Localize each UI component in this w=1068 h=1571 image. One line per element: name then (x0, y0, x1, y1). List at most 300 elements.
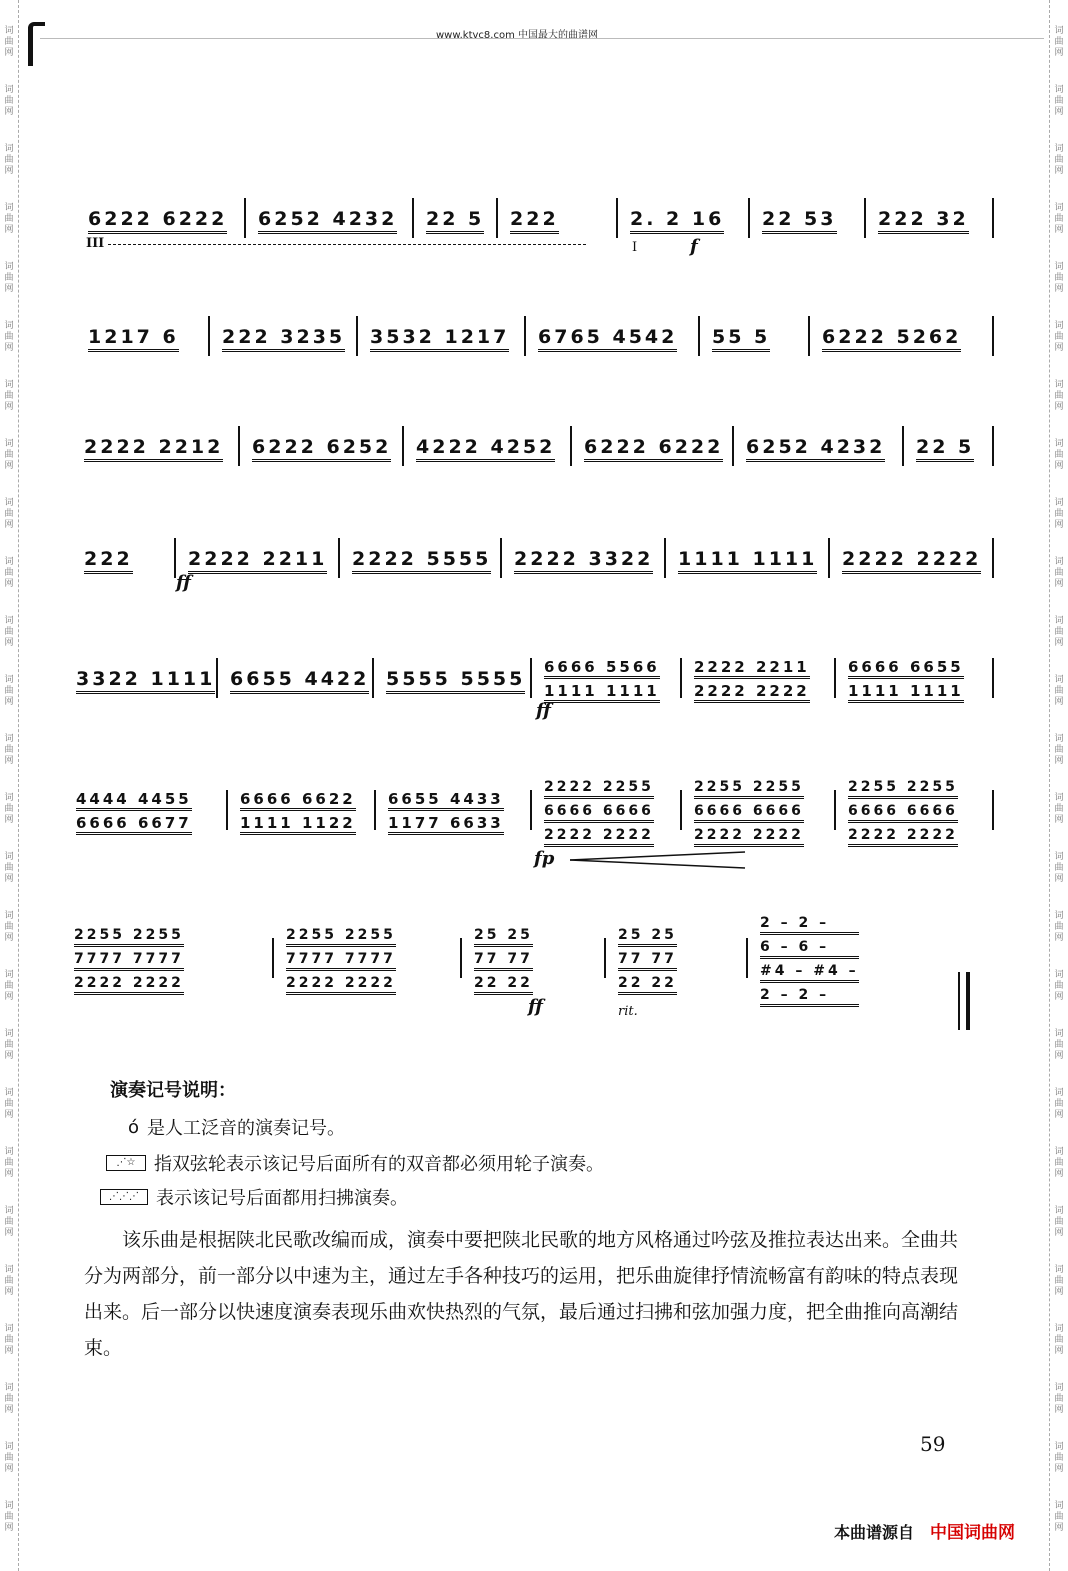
watermark-char: 曲 (1054, 1453, 1064, 1463)
watermark-group (4, 380, 13, 413)
watermark-char: 网 (1054, 48, 1064, 58)
watermark-char: 网 (1054, 638, 1064, 648)
watermark-group (4, 1265, 13, 1298)
note-stack (252, 433, 391, 463)
note-group: 2222 2212 (84, 433, 223, 463)
watermark-char: 网 (1054, 1346, 1064, 1356)
barline (524, 316, 526, 356)
watermark-group (4, 734, 13, 767)
watermark-char: 网 (4, 697, 14, 707)
barline (530, 658, 532, 698)
watermark-char: 词 (4, 144, 14, 154)
note-group: 1177 6633 (388, 812, 504, 836)
note-stack (514, 545, 653, 575)
score-row (70, 772, 1000, 842)
note-stack (760, 912, 859, 1008)
note-group: 2. 2 16 (630, 205, 724, 235)
measure (88, 200, 227, 240)
watermark-group (1054, 852, 1063, 885)
barline (604, 938, 606, 978)
watermark-char: 曲 (4, 450, 14, 460)
note-group: 25 25 (618, 924, 677, 948)
note-stack (746, 433, 885, 463)
note-stack (76, 788, 192, 836)
measure (84, 428, 223, 468)
barline (496, 198, 498, 238)
watermark-char: 曲 (4, 332, 14, 342)
watermark-char: 曲 (1054, 1040, 1064, 1050)
measure (230, 660, 369, 700)
watermark-char: 曲 (4, 1099, 14, 1109)
fortissimo-mark-3: ff (528, 996, 543, 1017)
string-iii-dash-line (108, 244, 586, 245)
note-group: 2222 5555 (352, 545, 491, 575)
measure (474, 927, 533, 991)
watermark-char: 词 (4, 911, 14, 921)
watermark-char: 词 (1054, 262, 1064, 272)
measure (746, 428, 885, 468)
watermark-group (1054, 911, 1063, 944)
barline (680, 790, 682, 830)
barline (992, 790, 994, 830)
measure (760, 915, 859, 1003)
barline (834, 790, 836, 830)
barline (992, 538, 994, 578)
watermark-char: 网 (1054, 697, 1064, 707)
note-group: 2255 2255 (848, 776, 958, 800)
watermark-char: 词 (4, 26, 14, 36)
watermark-group (4, 1147, 13, 1180)
watermark-char: 网 (4, 1346, 14, 1356)
watermark-char: 曲 (4, 273, 14, 283)
barline (372, 658, 374, 698)
watermark-group (4, 498, 13, 531)
barline (992, 658, 994, 698)
measure (842, 540, 981, 580)
barline (570, 426, 572, 466)
measure (286, 927, 396, 991)
barline (216, 658, 218, 698)
measure (188, 540, 327, 580)
measure (84, 540, 133, 580)
watermark-char: 曲 (1054, 1276, 1064, 1286)
watermark-char: 词 (4, 1206, 14, 1216)
note-stack (370, 323, 509, 353)
watermark-char: 词 (4, 970, 14, 980)
note-group: 6222 6252 (252, 433, 391, 463)
watermark-group (4, 262, 13, 295)
watermark-group (4, 911, 13, 944)
note-group: 77 77 (618, 948, 677, 972)
measure (352, 540, 491, 580)
note-stack (222, 323, 345, 353)
watermark-char: 词 (1054, 1383, 1064, 1393)
note-group: 6252 4232 (746, 433, 885, 463)
page-corner-mark (28, 22, 45, 66)
double-string-text: 指双弦轮表示该记号后面所有的双音都必须用轮子演奏。 (154, 1154, 604, 1175)
note-stack (848, 776, 958, 848)
watermark-char: 网 (1054, 1287, 1064, 1297)
watermark-char: 网 (1054, 107, 1064, 117)
watermark-char: 网 (1054, 402, 1064, 412)
description-paragraph: 该乐曲是根据陕北民歌改编而成，演奏中要把陕北民歌的地方风格通过吟弦及推拉表达出来。全曲共分为两部分，前一部分以中速为主，通过左手各种技巧的运用，把乐曲旋律抒情流畅富有韵味的特点表现出来。后一部分以快速度演奏表现乐曲欢快热烈的气氛，最后通过扫拂和弦加强力度，把全曲推向高潮结束。 (84, 1229, 959, 1359)
watermark-group (1054, 1206, 1063, 1239)
watermark-char: 词 (1054, 793, 1064, 803)
measure (916, 428, 974, 468)
note-group: 2222 2211 (694, 656, 810, 680)
sweep-text: 表示该记号后面都用扫拂演奏。 (156, 1188, 408, 1209)
measure (630, 200, 724, 240)
note-stack (678, 545, 817, 575)
watermark-char: 网 (1054, 1228, 1064, 1238)
watermark-char: 词 (4, 1265, 14, 1275)
watermark-char: 词 (4, 498, 14, 508)
watermark-char: 曲 (4, 391, 14, 401)
watermark-char: 网 (4, 756, 14, 766)
watermark-char: 词 (1054, 557, 1064, 567)
measure (544, 779, 654, 843)
decrescendo-hairpin (570, 850, 750, 870)
watermark-char: 曲 (1054, 981, 1064, 991)
score-row (70, 298, 1000, 368)
watermark-group (1054, 970, 1063, 1003)
watermark-char: 词 (4, 1501, 14, 1511)
note-stack (618, 924, 677, 996)
watermark-char: 曲 (1054, 214, 1064, 224)
watermark-char: 曲 (1054, 332, 1064, 342)
watermark-char: 曲 (4, 1394, 14, 1404)
barline (746, 938, 748, 978)
final-barline (966, 972, 970, 1030)
note-stack (230, 665, 369, 695)
watermark-group (4, 321, 13, 354)
measure (426, 200, 484, 240)
legend-double-string (106, 1150, 604, 1176)
watermark-char: 网 (1054, 1464, 1064, 1474)
watermark-char: 网 (1054, 225, 1064, 235)
watermark-group (4, 144, 13, 177)
note-stack (76, 665, 215, 695)
watermark-char: 曲 (4, 1453, 14, 1463)
watermark-char: 词 (4, 852, 14, 862)
watermark-char: 词 (1054, 911, 1064, 921)
string-iii-mark: III (86, 236, 105, 251)
watermark-char: 网 (4, 638, 14, 648)
note-group: #4 – #4 – (760, 960, 859, 984)
watermark-group (1054, 1147, 1063, 1180)
watermark-char: 网 (4, 1051, 14, 1061)
watermark-char: 曲 (1054, 96, 1064, 106)
score-row (70, 520, 1000, 590)
right-watermark-strip (1049, 0, 1068, 1571)
note-stack (88, 205, 227, 235)
note-stack (584, 433, 723, 463)
watermark-char: 网 (1054, 343, 1064, 353)
watermark-char: 网 (1054, 1110, 1064, 1120)
watermark-char: 曲 (1054, 391, 1064, 401)
note-group: 77 77 (474, 948, 533, 972)
note-group: 1111 1111 (544, 680, 660, 704)
note-group: 22 22 (618, 972, 677, 996)
watermark-char: 词 (1054, 1147, 1064, 1157)
watermark-char: 曲 (1054, 37, 1064, 47)
watermark-char: 词 (1054, 203, 1064, 213)
measure (240, 792, 356, 832)
watermark-char: 词 (1054, 1442, 1064, 1452)
note-group: 1111 1111 (848, 680, 964, 704)
watermark-group (4, 1029, 13, 1062)
measure (76, 660, 215, 700)
note-group: 6666 6666 (544, 800, 654, 824)
note-group: 55 5 (712, 323, 770, 353)
watermark-group (1054, 616, 1063, 649)
watermark-char: 曲 (1054, 1394, 1064, 1404)
note-stack (822, 323, 961, 353)
note-group: 6765 4542 (538, 323, 677, 353)
watermark-group (4, 557, 13, 590)
barline (748, 198, 750, 238)
watermark-char: 网 (4, 933, 14, 943)
note-stack (848, 656, 964, 704)
barline (338, 538, 340, 578)
note-stack (544, 656, 660, 704)
note-stack (510, 205, 559, 235)
top-border-line (40, 38, 1044, 39)
score-row (70, 408, 1000, 478)
watermark-group (4, 852, 13, 885)
note-group: 1111 1122 (240, 812, 356, 836)
barline (530, 790, 532, 830)
measure (762, 200, 837, 240)
barline (616, 198, 618, 238)
watermark-group (1054, 557, 1063, 590)
watermark-char: 词 (4, 734, 14, 744)
watermark-char: 词 (1054, 970, 1064, 980)
watermark-char: 曲 (4, 509, 14, 519)
measure (370, 318, 509, 358)
watermark-char: 曲 (4, 1335, 14, 1345)
note-stack (538, 323, 677, 353)
measure (544, 660, 660, 700)
watermark-char: 词 (4, 85, 14, 95)
measure (694, 779, 804, 843)
watermark-char: 网 (1054, 520, 1064, 530)
watermark-char: 曲 (1054, 1512, 1064, 1522)
watermark-char: 曲 (4, 37, 14, 47)
barline (244, 198, 246, 238)
watermark-char: 曲 (1054, 863, 1064, 873)
note-stack (426, 205, 484, 235)
note-group: 2222 2222 (848, 824, 958, 848)
barline (834, 658, 836, 698)
watermark-char: 词 (1054, 616, 1064, 626)
watermark-char: 网 (1054, 933, 1064, 943)
watermark-char: 网 (4, 48, 14, 58)
left-watermark-strip (0, 0, 19, 1571)
watermark-char: 词 (4, 675, 14, 685)
watermark-char: 词 (1054, 1501, 1064, 1511)
source-brand[interactable]: 中国词曲网 (930, 1523, 1016, 1543)
watermark-group (4, 616, 13, 649)
watermark-group (1054, 85, 1063, 118)
watermark-char: 网 (4, 815, 14, 825)
barline (402, 426, 404, 466)
note-group: 7777 7777 (74, 948, 184, 972)
note-group: 5555 5555 (386, 665, 525, 695)
barline (374, 790, 376, 830)
watermark-char: 网 (4, 579, 14, 589)
note-group: 3532 1217 (370, 323, 509, 353)
watermark-group (1054, 498, 1063, 531)
watermark-char: 网 (1054, 756, 1064, 766)
note-group: 222 3235 (222, 323, 345, 353)
note-group: 2 – 2 – (760, 984, 859, 1008)
barline (992, 198, 994, 238)
watermark-char: 网 (4, 1523, 14, 1533)
watermark-char: 词 (1054, 675, 1064, 685)
note-stack (916, 433, 974, 463)
watermark-group (1054, 144, 1063, 177)
ritardando-mark: rit. (618, 1004, 638, 1019)
barline (412, 198, 414, 238)
legend-title: 演奏记号说明： (110, 1080, 236, 1101)
score-row (70, 180, 1000, 250)
watermark-group (1054, 1088, 1063, 1121)
watermark-group (1054, 26, 1063, 59)
watermark-char: 词 (1054, 1088, 1064, 1098)
watermark-char: 词 (1054, 734, 1064, 744)
watermark-char: 网 (4, 1405, 14, 1415)
watermark-group (1054, 1265, 1063, 1298)
barline (732, 426, 734, 466)
watermark-char: 词 (1054, 380, 1064, 390)
watermark-char: 词 (4, 321, 14, 331)
watermark-char: 曲 (4, 922, 14, 932)
measure (618, 927, 677, 991)
watermark-char: 曲 (1054, 509, 1064, 519)
watermark-char: 网 (4, 1228, 14, 1238)
watermark-char: 词 (4, 1147, 14, 1157)
watermark-char: 曲 (4, 214, 14, 224)
measure (848, 660, 964, 700)
note-stack (352, 545, 491, 575)
note-group: 6222 6222 (584, 433, 723, 463)
note-group: 6666 6677 (76, 812, 192, 836)
watermark-char: 曲 (4, 1217, 14, 1227)
fortissimo-mark-1: ff (176, 572, 191, 593)
watermark-char: 曲 (4, 1512, 14, 1522)
watermark-group (4, 1442, 13, 1475)
note-stack (286, 924, 396, 996)
note-stack (240, 788, 356, 836)
watermark-char: 词 (4, 1324, 14, 1334)
watermark-char: 曲 (4, 981, 14, 991)
legend-sweep (100, 1184, 408, 1210)
note-stack (762, 205, 837, 235)
watermark-char: 词 (4, 557, 14, 567)
watermark-char: 词 (4, 380, 14, 390)
barline (680, 658, 682, 698)
note-group: 2222 2222 (694, 824, 804, 848)
note-group: 1111 1111 (678, 545, 817, 575)
note-group: 6666 5566 (544, 656, 660, 680)
barline (828, 538, 830, 578)
legend-harmonic (128, 1114, 345, 1140)
watermark-char: 曲 (1054, 450, 1064, 460)
note-group: 222 (84, 545, 133, 575)
note-group: 6666 6666 (694, 800, 804, 824)
watermark-group (4, 675, 13, 708)
watermark-char: 网 (4, 107, 14, 117)
watermark-group (4, 1501, 13, 1534)
watermark-char: 网 (4, 992, 14, 1002)
watermark-char: 网 (4, 1287, 14, 1297)
watermark-group (4, 1088, 13, 1121)
note-group: 6666 6666 (848, 800, 958, 824)
watermark-char: 网 (4, 461, 14, 471)
watermark-group (1054, 321, 1063, 354)
watermark-char: 词 (4, 1029, 14, 1039)
watermark-char: 曲 (1054, 568, 1064, 578)
watermark-group (1054, 793, 1063, 826)
note-stack (74, 924, 184, 996)
watermark-char: 词 (4, 793, 14, 803)
barline (698, 316, 700, 356)
barline (272, 938, 274, 978)
watermark-char: 词 (1054, 144, 1064, 154)
watermark-char: 词 (4, 262, 14, 272)
note-stack (84, 433, 223, 463)
watermark-char: 曲 (4, 96, 14, 106)
watermark-char: 网 (1054, 1405, 1064, 1415)
watermark-char: 曲 (1054, 155, 1064, 165)
watermark-char: 网 (4, 1464, 14, 1474)
score-row (70, 915, 1000, 1003)
measure (76, 792, 192, 832)
watermark-group (4, 439, 13, 472)
watermark-group (1054, 439, 1063, 472)
watermark-char: 网 (1054, 1051, 1064, 1061)
watermark-group (4, 85, 13, 118)
note-group: 2255 2255 (286, 924, 396, 948)
note-stack (388, 788, 504, 836)
watermark-char: 网 (4, 225, 14, 235)
measure (822, 318, 961, 358)
measure (88, 318, 179, 358)
watermark-char: 词 (1054, 1206, 1064, 1216)
watermark-char: 曲 (4, 155, 14, 165)
watermark-group (4, 793, 13, 826)
measure (416, 428, 555, 468)
fortepiano-mark: fp (534, 848, 555, 869)
watermark-group (1054, 380, 1063, 413)
note-stack (694, 776, 804, 848)
measure (510, 200, 559, 240)
watermark-char: 网 (1054, 461, 1064, 471)
watermark-char: 词 (4, 203, 14, 213)
site-header: www.ktvc8.com 中国最大的曲谱网 (436, 30, 599, 41)
barline (208, 316, 210, 356)
measure (388, 792, 504, 832)
note-stack (544, 776, 654, 848)
note-group: 6222 5262 (822, 323, 961, 353)
measure (386, 660, 525, 700)
watermark-char: 曲 (4, 1158, 14, 1168)
note-group: 2222 2255 (544, 776, 654, 800)
string-i-mark: I (632, 240, 638, 255)
note-stack (84, 545, 133, 575)
watermark-char: 网 (1054, 579, 1064, 589)
